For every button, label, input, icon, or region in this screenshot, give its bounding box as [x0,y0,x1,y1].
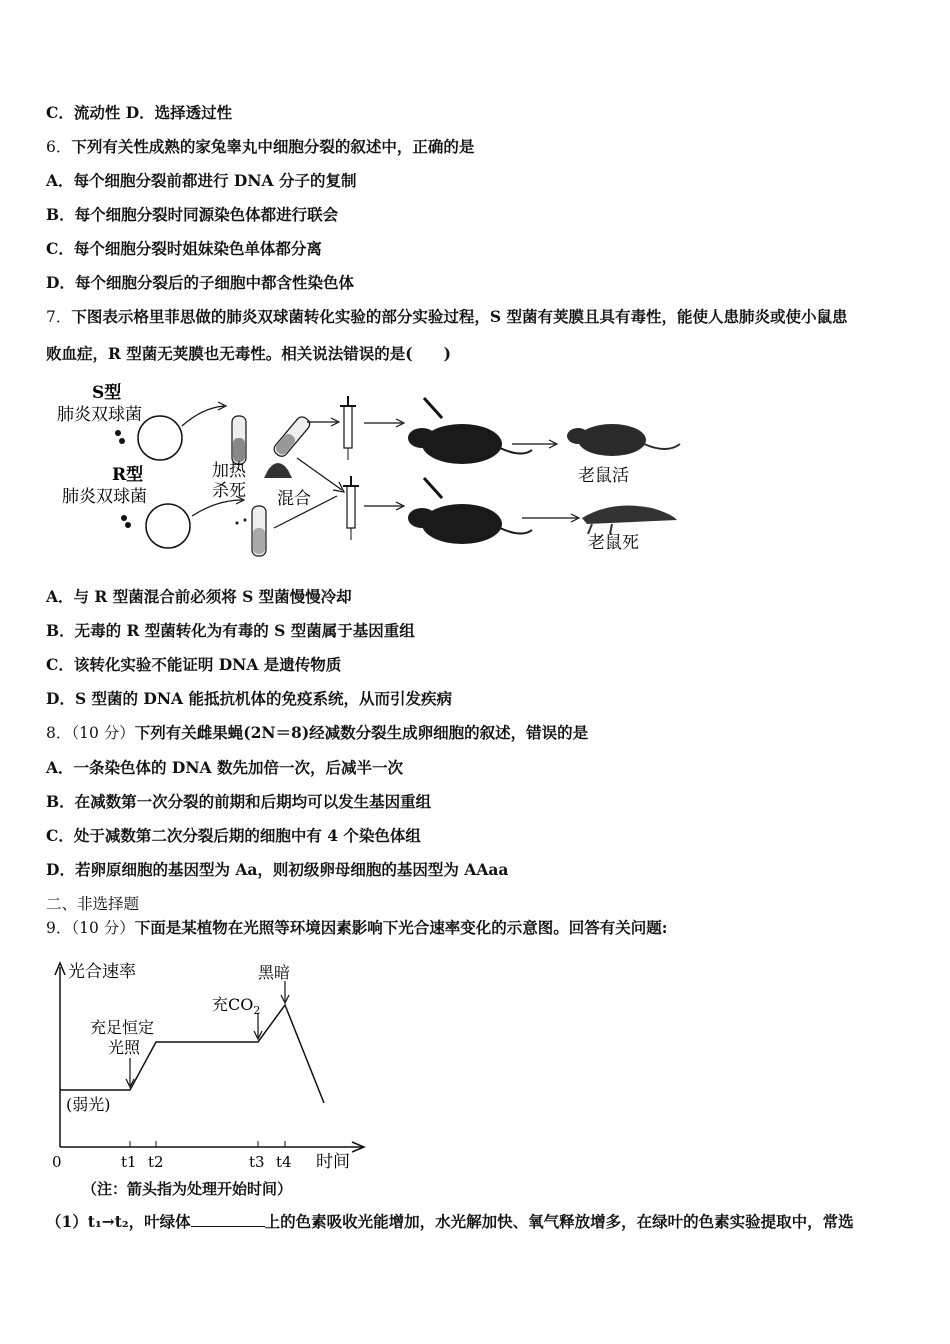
q7-option-b: B．无毒的 R 型菌转化为有毒的 S 型菌属于基因重组 [46,621,415,640]
r-bacteria-dot [125,522,131,528]
q8-stem [46,723,588,743]
syringe-1 [340,396,356,460]
heat-kill-label-1: 加热 [212,461,246,481]
mouse-injected-1 [408,398,532,464]
mouse-dead [582,506,677,534]
tick-t2: t2 [148,1153,164,1171]
q9-number: 9．（10 分） [46,919,135,937]
s-bacteria-dot [119,438,125,444]
q8-text: 下列有关雌果蝇(2N＝8)经减数分裂生成卵细胞的叙述，错误的是 [134,723,589,742]
q7-number: 7． [46,308,72,326]
q7-stem-line2: 败血症，R 型菌无荚膜也无毒性。相关说法错误的是( ) [46,344,451,363]
r-bacteria-dot [121,515,127,521]
q7-option-c: C．该转化实验不能证明 DNA 是遗传物质 [46,655,342,674]
co2-text: 充CO [212,995,254,1014]
q6-text: 下列有关性成熟的家兔睾丸中细胞分裂的叙述中，正确的是 [71,137,475,156]
test-tube-r-content [253,528,265,554]
arrow-s-to-tube [182,406,224,426]
answer-blank[interactable] [191,1212,265,1227]
q5-options-cd: C．流动性 D．选择透过性 [46,103,233,122]
q7-stem-line1 [46,307,847,327]
q6-option-a: A．每个细胞分裂前都进行 DNA 分子的复制 [46,171,357,190]
photosynthesis-rate-graph [44,955,374,1177]
q9-part1-post: 上的色素吸收光能增加，水光解加快、氧气释放增多，在绿叶的色素实验提取中，常选 [264,1212,854,1231]
q6-option-d: D．每个细胞分裂后的子细胞中都含性染色体 [46,273,354,292]
r-type-label: R型 [112,465,144,485]
origin-label: 0 [52,1153,62,1171]
mix-label: 混合 [277,489,311,509]
q6-option-c: C．每个细胞分裂时姐妹染色单体都分离 [46,239,322,258]
co2-subscript: 2 [253,1004,261,1017]
q9-stem [46,918,668,938]
q9-part1 [46,1212,854,1232]
q9-part1-pre: （1）t₁→t₂，叶绿体 [46,1212,191,1231]
arrow-mix-to-syringe-2 [297,458,342,490]
graph-note: （注：箭头指为处理开始时间） [82,1180,293,1198]
heat-kill-label-2: 杀死 [212,481,246,501]
r-dot [236,522,239,525]
s-bacteria-dot [115,430,121,436]
mouse-injected-2 [408,478,532,544]
syringe-2 [343,476,359,540]
tilted-tube [272,414,312,458]
mouse-dead-label: 老鼠死 [588,533,639,553]
q6-number: 6． [46,138,72,156]
s-type-name: 肺炎双球菌 [57,405,142,425]
q8-option-a: A．一条染色体的 DNA 数先加倍一次，后减半一次 [46,758,403,777]
q7-option-d: D．S 型菌的 DNA 能抵抗机体的免疫系统，从而引发疾病 [46,689,452,708]
tick-t4: t4 [276,1153,292,1171]
q9-text: 下面是某植物在光照等环境因素影响下光合速率变化的示意图。回答有关问题: [134,918,668,937]
test-tube-s-content [233,438,245,462]
q8-option-d: D．若卵原细胞的基因型为 Aa，则初级卵母细胞的基因型为 AAaa [46,860,509,879]
y-axis-label: 光合速率 [68,962,136,982]
section-two-heading: 二、非选择题 [46,895,140,913]
arrow-r-to-tube [192,500,242,516]
weak-light-label: (弱光) [66,1095,111,1114]
mouse-alive [567,424,680,456]
s-type-label: S型 [92,383,122,403]
r-culture-dish [146,504,190,548]
mouse-alive-label: 老鼠活 [578,466,629,486]
heat-source [264,463,292,478]
tick-t3: t3 [249,1153,265,1171]
s-culture-dish [138,416,182,460]
full-light-label-1: 充足恒定 [90,1018,155,1037]
tick-t1: t1 [121,1153,137,1171]
q7-text: 下图表示格里菲思做的肺炎双球菌转化实验的部分实验过程，S 型菌有荚膜且具有毒性，能使人患肺炎或使小鼠患 [71,307,848,326]
q8-option-b: B．在减数第一次分裂的前期和后期均可以发生基因重组 [46,792,432,811]
r-dot [244,519,247,522]
griffith-experiment-diagram [52,378,702,563]
q6-option-b: B．每个细胞分裂时同源染色体都进行联会 [46,205,339,224]
co2-label [212,995,260,1017]
q8-option-c: C．处于减数第二次分裂后期的细胞中有 4 个染色体组 [46,826,421,845]
x-axis-label: 时间 [316,1152,350,1172]
q8-number: 8．（10 分） [46,724,135,742]
full-light-label-2: 光照 [108,1038,141,1057]
q7-option-a: A．与 R 型菌混合前必须将 S 型菌慢慢冷却 [46,587,352,606]
dark-label: 黑暗 [258,963,291,982]
q6-stem [46,137,474,157]
r-type-name: 肺炎双球菌 [62,487,147,507]
